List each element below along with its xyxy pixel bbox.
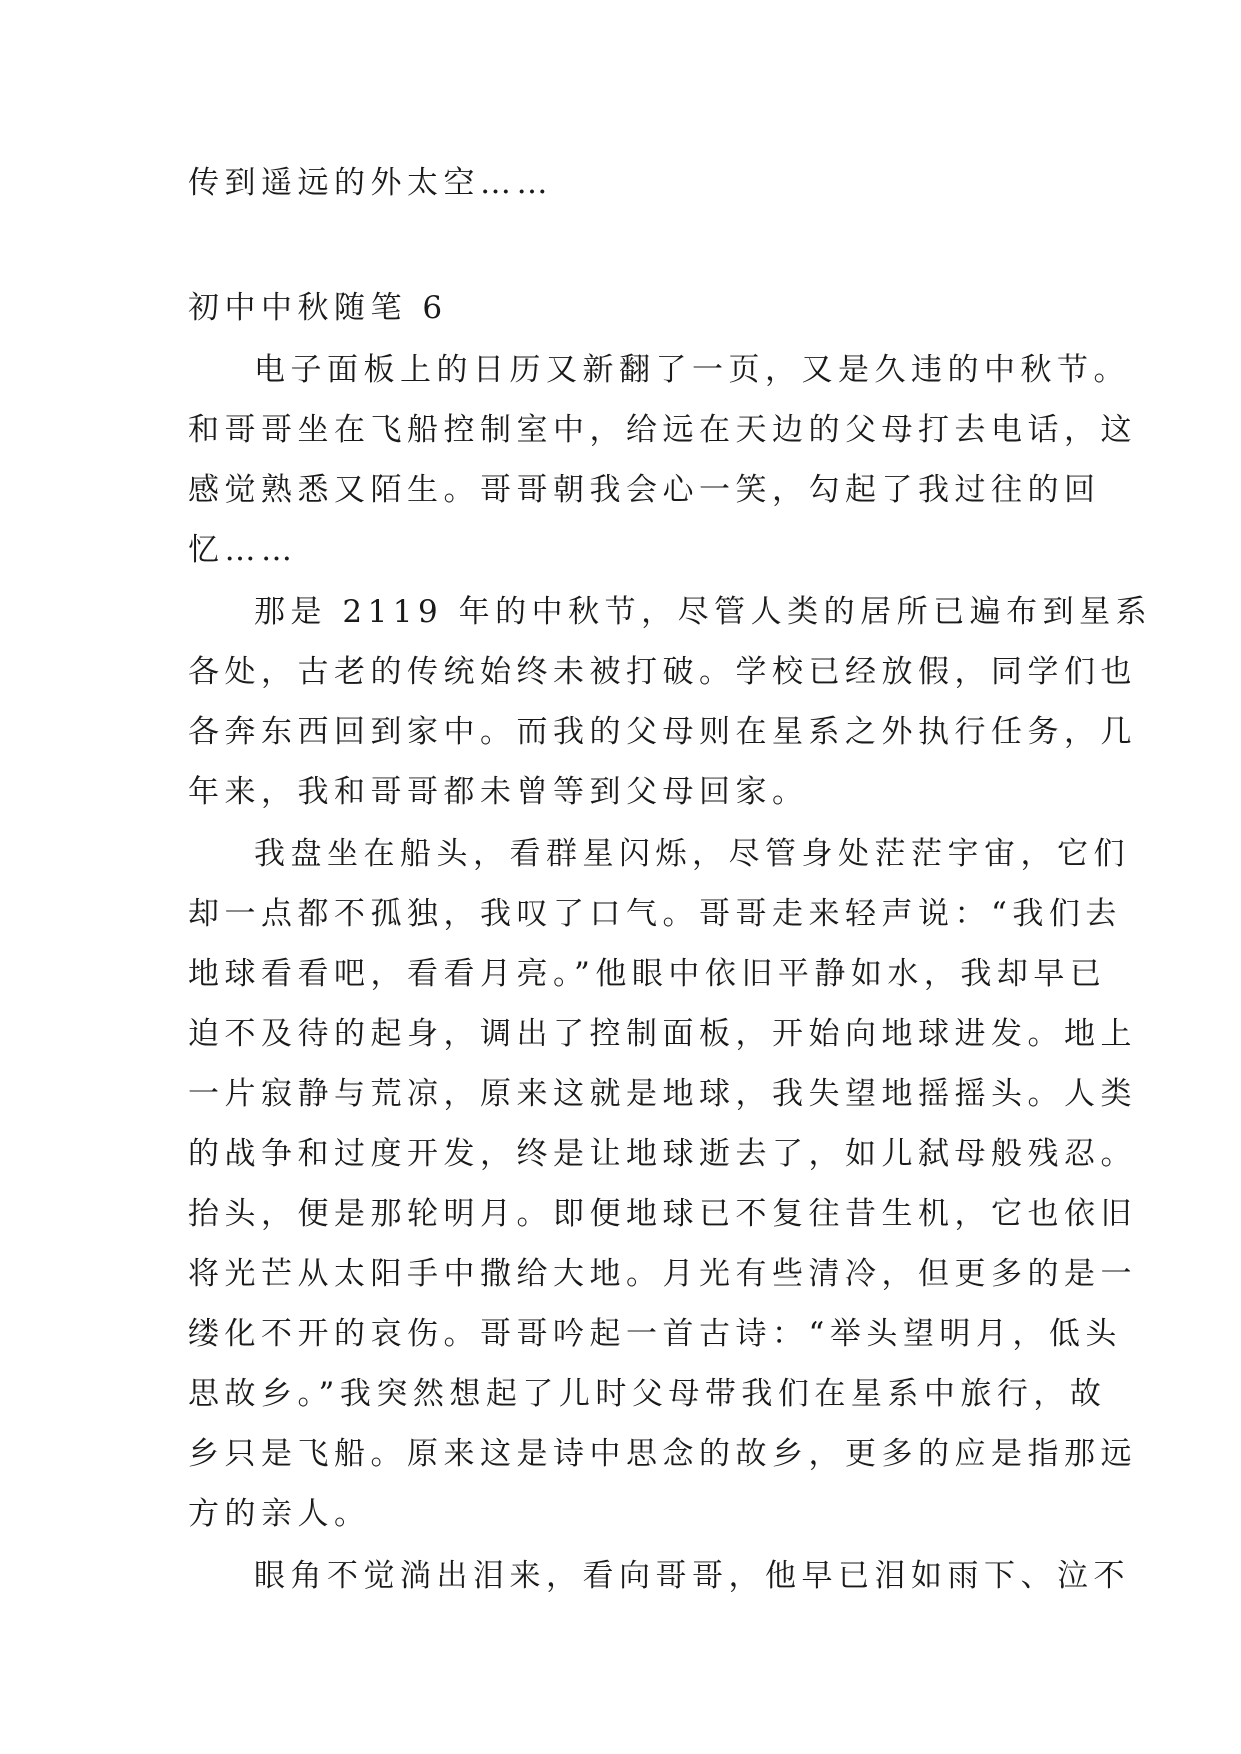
paragraph-3-line-11: 乡只是飞船。原来这是诗中思念的故乡，更多的应是指那远 <box>188 1436 1137 1472</box>
paragraph-3-line-10: 思故乡。”我突然想起了儿时父母带我们在星系中旅行，故 <box>188 1376 1107 1412</box>
paragraph-2-line-1: 那是 2119 年的中秋节，尽管人类的居所已遍布到星系 <box>254 594 1153 630</box>
paragraph-2-line-4: 年来，我和哥哥都未曾等到父母回家。 <box>188 774 809 810</box>
paragraph-4-line-1: 眼角不觉淌出泪来，看向哥哥，他早已泪如雨下、泣不 <box>254 1558 1130 1594</box>
paragraph-1-line-2: 和哥哥坐在飞船控制室中，给远在天边的父母打去电话，这 <box>188 412 1137 448</box>
paragraph-2-line-3: 各奔东西回到家中。而我的父母则在星系之外执行任务，几 <box>188 714 1137 750</box>
paragraph-3-line-2: 却一点都不孤独，我叹了口气。哥哥走来轻声说：“我们去 <box>188 896 1122 932</box>
paragraph-3-line-5: 一片寂静与荒凉，原来这就是地球，我失望地摇摇头。人类 <box>188 1076 1137 1112</box>
paragraph-3-line-6: 的战争和过度开发，终是让地球逝去了，如儿弑母般残忍。 <box>188 1136 1137 1172</box>
paragraph-2-line-2: 各处，古老的传统始终未被打破。学校已经放假，同学们也 <box>188 654 1137 690</box>
paragraph-3-line-1: 我盘坐在船头，看群星闪烁，尽管身处茫茫宇宙，它们 <box>254 836 1130 872</box>
paragraph-3-line-12: 方的亲人。 <box>188 1496 371 1532</box>
paragraph-3-line-9: 缕化不开的哀伤。哥哥吟起一首古诗：“举头望明月，低头 <box>188 1316 1122 1352</box>
paragraph-1-line-4: 忆…… <box>188 532 298 568</box>
paragraph-1-line-1: 电子面板上的日历又新翻了一页，又是久违的中秋节。 <box>254 352 1130 388</box>
continuation-text: 传到遥远的外太空…… <box>188 165 553 201</box>
paragraph-3-line-8: 将光芒从太阳手中撒给大地。月光有些清冷，但更多的是一 <box>188 1256 1137 1292</box>
paragraph-3-line-4: 迫不及待的起身，调出了控制面板，开始向地球进发。地上 <box>188 1016 1137 1052</box>
paragraph-3-line-7: 抬头，便是那轮明月。即便地球已不复往昔生机，它也依旧 <box>188 1196 1137 1232</box>
paragraph-3-line-3: 地球看看吧，看看月亮。”他眼中依旧平静如水，我却早已 <box>188 956 1107 992</box>
paragraph-1-line-3: 感觉熟悉又陌生。哥哥朝我会心一笑，勾起了我过往的回 <box>188 472 1101 508</box>
essay-title: 初中中秋随笔 6 <box>188 290 448 326</box>
